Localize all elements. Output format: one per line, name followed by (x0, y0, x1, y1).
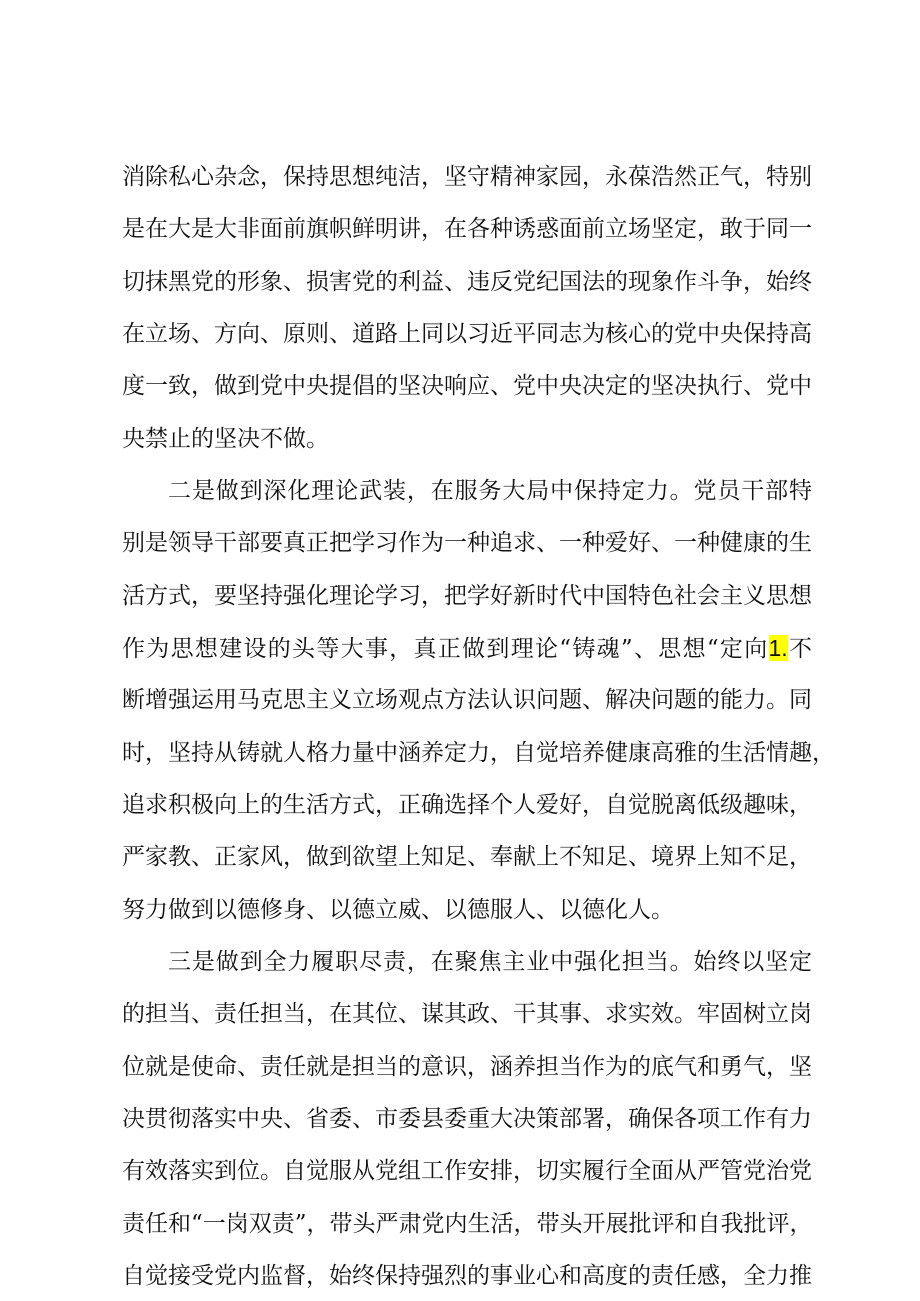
text-line: 的担当、责任担当，在其位、谋其政、干其事、求实效。牢固树立岗 (122, 1001, 812, 1027)
text-line: 是在大是大非面前旗帜鲜明讲，在各种诱惑面前立场坚定，敢于同一 (122, 216, 812, 242)
text-line: 度一致，做到党中央提倡的坚决响应、党中央决定的坚决执行、党中 (122, 373, 812, 399)
text-line: 时，坚持从铸就人格力量中涵养定力，自觉培养健康高雅的生活情趣， (122, 740, 835, 766)
paragraph-first-line: 三是做到全力履职尽责，在聚焦主业中强化担当。始终以坚定 (168, 949, 812, 975)
text-segment: 作为思想建设的头等大事，真正做到理论“铸魂”、思想“定向 (122, 636, 769, 662)
text-line: 追求积极向上的生活方式，正确选择个人爱好，自觉脱离低级趣味， (122, 792, 812, 818)
text-line-with-highlight (122, 628, 812, 668)
text-segment: 不 (787, 636, 812, 662)
text-line: 努力做到以德修身、以德立威、以德服人、以德化人。 (122, 897, 674, 923)
text-line: 位就是使命、责任就是担当的意识，涵养担当作为的底气和勇气，坚 (122, 1054, 812, 1080)
highlight-marker: 1. (768, 635, 788, 661)
text-line: 央禁止的坚决不做。 (122, 426, 329, 452)
text-line: 消除私心杂念，保持思想纯洁，坚守精神家园，永葆浩然正气，特别 (122, 164, 812, 190)
text-line: 责任和“一岗双责”，带头严肃党内生活，带头开展批评和自我批评， (122, 1211, 813, 1237)
text-line: 严家教、正家风，做到欲望上知足、奉献上不知足、境界上知不足， (122, 844, 812, 870)
text-line: 断增强运用马克思主义立场观点方法认识问题、解决问题的能力。同 (122, 687, 812, 713)
text-line: 活方式，要坚持强化理论学习，把学好新时代中国特色社会主义思想 (122, 583, 812, 609)
paragraph-first-line: 二是做到深化理论武装，在服务大局中保持定力。党员干部特 (168, 478, 812, 504)
text-line: 有效落实到位。自觉服从党组工作安排，切实履行全面从严管党治党 (122, 1158, 812, 1184)
text-line: 别是领导干部要真正把学习作为一种追求、一种爱好、一种健康的生 (122, 530, 812, 556)
text-line: 切抹黑党的形象、损害党的利益、违反党纪国法的现象作斗争，始终 (122, 269, 812, 295)
text-line: 决贯彻落实中央、省委、市委县委重大决策部署，确保各项工作有力 (122, 1106, 812, 1132)
text-line: 自觉接受党内监督，始终保持强烈的事业心和高度的责任感，全力推 (122, 1263, 812, 1289)
text-line: 在立场、方向、原则、道路上同以习近平同志为核心的党中央保持高 (122, 321, 812, 347)
